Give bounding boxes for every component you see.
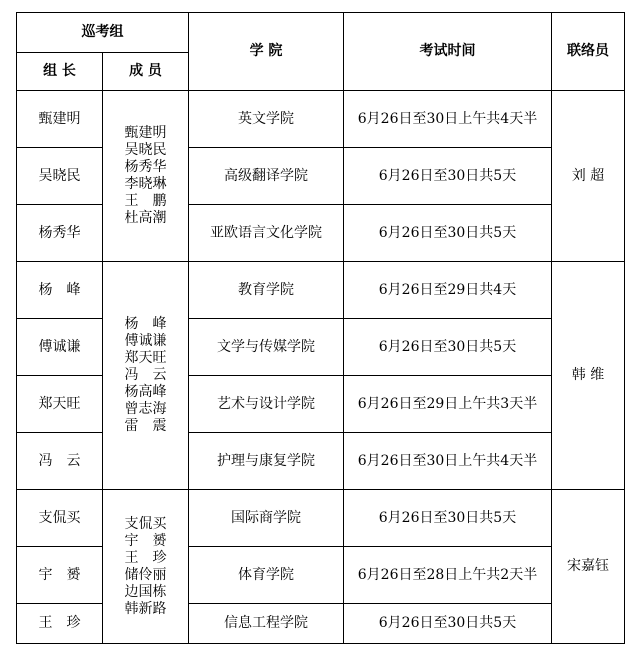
liaison-header: 联络员 [552,13,625,91]
leader-cell: 郑天旺 [17,376,103,433]
leader-cell: 支侃买 [17,490,103,547]
exam-time-cell: 6月26日至30日上午共4天半 [344,433,552,490]
exam-time-cell: 6月26日至30日共5天 [344,148,552,205]
exam-time-cell: 6月26日至28日上午共2天半 [344,547,552,604]
members-cell [103,91,189,262]
exam-time-cell: 6月26日至30日共5天 [344,205,552,262]
college-cell: 文学与传媒学院 [189,319,344,376]
group-header: 巡考组 [17,13,189,53]
exam-time-cell: 6月26日至30日共5天 [344,490,552,547]
college-header: 学 院 [189,13,344,91]
member-name: 冯 云 [124,367,167,383]
member-name: 王 鹏 [124,193,167,209]
leader-header: 组 长 [17,53,103,91]
member-name: 曾志海 [124,401,167,417]
college-cell: 教育学院 [189,262,344,319]
member-name: 吴晓民 [124,142,167,158]
college-cell: 护理与康复学院 [189,433,344,490]
exam-time-cell: 6月26日至30日共5天 [344,319,552,376]
leader-cell: 宇 赟 [17,547,103,604]
exam-time-cell: 6月26日至29日上午共3天半 [344,376,552,433]
member-name: 杜高潮 [124,210,167,226]
member-name: 边国栋 [124,583,167,600]
college-cell: 体育学院 [189,547,344,604]
leader-cell: 吴晓民 [17,148,103,205]
member-name: 杨秀华 [124,159,167,175]
college-cell: 高级翻译学院 [189,148,344,205]
member-name: 杨 峰 [124,316,167,332]
member-name: 储伶丽 [124,566,167,583]
member-name: 郑天旺 [124,350,167,366]
member-name: 王 珍 [124,549,167,566]
leader-cell: 杨 峰 [17,262,103,319]
inspection-schedule-table [16,12,625,644]
member-name: 傅诚谦 [124,333,167,349]
member-name: 雷 震 [124,418,167,434]
liaison-cell: 韩 维 [552,262,625,490]
exam-time-cell: 6月26日至29日共4天 [344,262,552,319]
leader-cell: 冯 云 [17,433,103,490]
member-name: 宇 赟 [124,532,167,549]
liaison-cell: 宋嘉钰 [552,490,625,644]
college-cell: 艺术与设计学院 [189,376,344,433]
member-name: 支侃买 [124,515,167,532]
member-name: 甄建明 [124,125,167,141]
exam-time-cell: 6月26日至30日共5天 [344,604,552,644]
members-header: 成 员 [103,53,189,91]
college-cell: 亚欧语言文化学院 [189,205,344,262]
college-cell: 信息工程学院 [189,604,344,644]
leader-cell: 甄建明 [17,91,103,148]
exam-time-cell: 6月26日至30日上午共4天半 [344,91,552,148]
exam-time-header: 考试时间 [344,13,552,91]
member-name: 杨高峰 [124,384,167,400]
members-cell [103,262,189,490]
table-row [17,91,625,148]
table-row [17,262,625,319]
liaison-cell: 刘 超 [552,91,625,262]
leader-cell: 傅诚谦 [17,319,103,376]
college-cell: 国际商学院 [189,490,344,547]
table-row [17,490,625,547]
college-cell: 英文学院 [189,91,344,148]
member-name: 韩新路 [124,600,167,617]
member-name: 李晓琳 [124,176,167,192]
leader-cell: 王 珍 [17,604,103,644]
members-cell [103,490,189,644]
leader-cell: 杨秀华 [17,205,103,262]
